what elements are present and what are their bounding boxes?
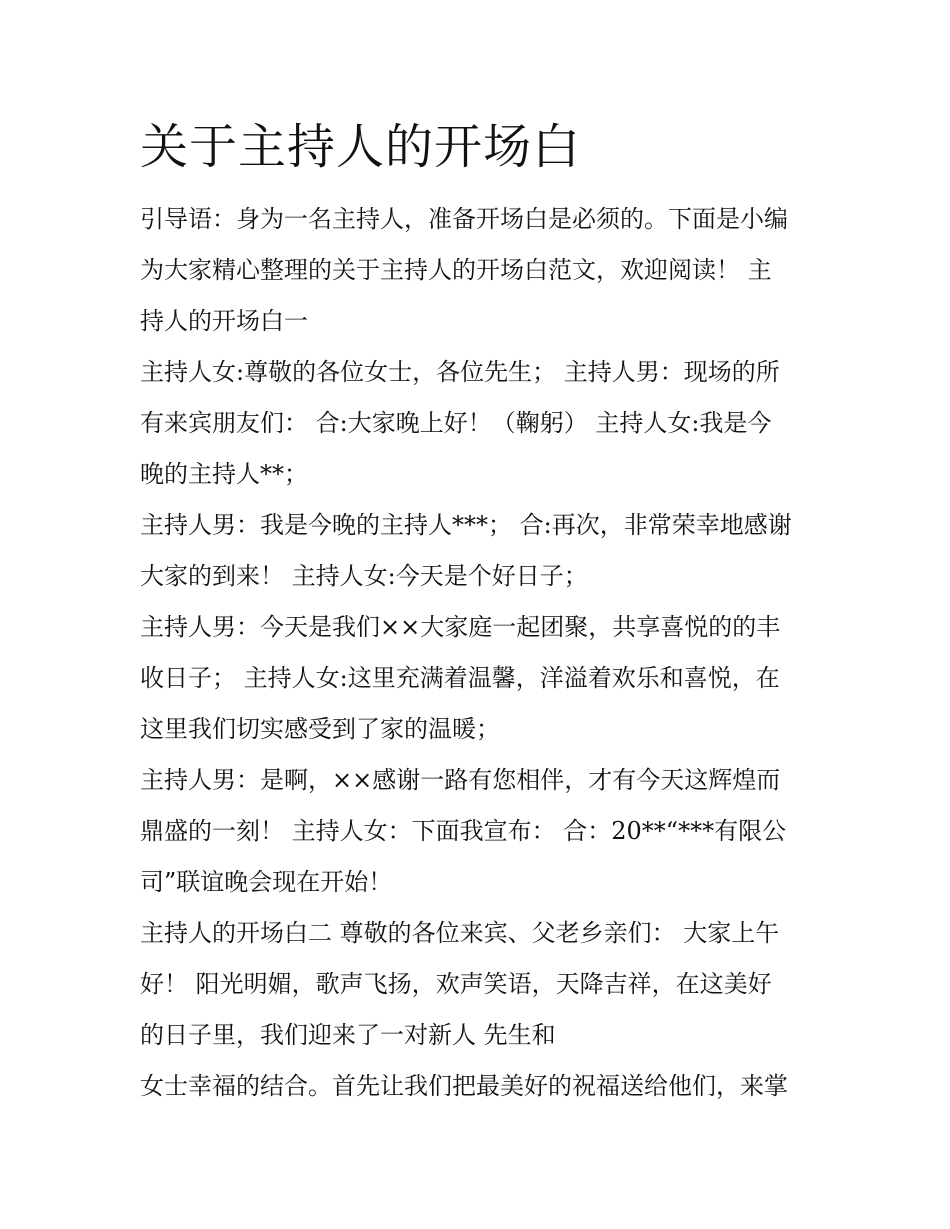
text-line: 持人的开场白一 — [140, 307, 308, 335]
document-body — [140, 194, 830, 1112]
text-line: 的日子里，我们迎来了一对新人 先生和 — [140, 1021, 556, 1049]
text-line: 女士幸福的结合。首先让我们把最美好的祝福送给他们，来掌 — [140, 1072, 788, 1100]
text-line: 主持人的开场白二 尊敬的各位来宾、父老乡亲们： 大家上午 — [140, 919, 780, 947]
text-line: 晚的主持人**； — [140, 460, 308, 488]
text-line: 收日子； 主持人女:这里充满着温馨，洋溢着欢乐和喜悦，在 — [140, 664, 780, 692]
text-line: 有来宾朋友们： 合:大家晚上好！（鞠躬） 主持人女:我是今 — [140, 409, 772, 437]
text-line: 司”联谊晚会现在开始！ — [140, 868, 393, 896]
text-line: 好！ 阳光明媚，歌声飞扬，欢声笑语，天降吉祥，在这美好 — [140, 970, 772, 998]
text-line: 为大家精心整理的关于主持人的开场白范文，欢迎阅读！ 主 — [140, 256, 772, 284]
page-title: 关于主持人的开场白 — [140, 119, 582, 175]
text-line: 引导语：身为一名主持人，准备开场白是必须的。下面是小编 — [140, 205, 788, 233]
text-line: 鼎盛的一刻！ 主持人女：下面我宣布： 合：20**“***有限公 — [140, 817, 787, 845]
text-line: 大家的到来！ 主持人女:今天是个好日子； — [140, 562, 588, 590]
text-line: 主持人男：我是今晚的主持人***； 合:再次，非常荣幸地感谢 — [140, 511, 792, 539]
text-line: 这里我们切实感受到了家的温暖； — [140, 715, 500, 743]
text-line: 主持人男：是啊，××感谢一路有您相伴，才有今天这辉煌而 — [140, 766, 781, 794]
text-line: 主持人男：今天是我们××大家庭一起团聚，共享喜悦的的丰 — [140, 613, 781, 641]
text-line: 主持人女:尊敬的各位女士，各位先生； 主持人男：现场的所 — [140, 358, 780, 386]
